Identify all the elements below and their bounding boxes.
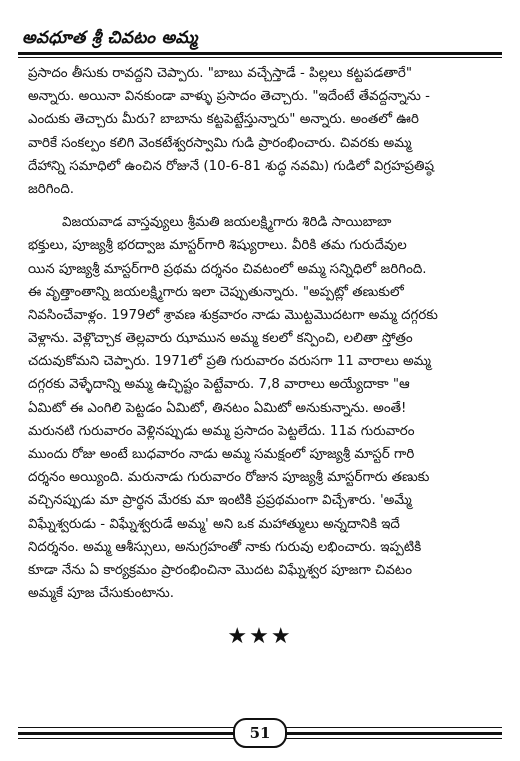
text-line: ఎందుకు తెచ్చారు మీరు? బాబాను కట్టపెట్టేస్తున్నారు" అన్నారు. అంతలో ఊరి (28, 112, 419, 128)
text-line: జరిగింది. (28, 181, 75, 197)
paragraph-1 (28, 62, 496, 201)
text-line: దగ్గరకు వెళ్ళేదాన్ని అమ్మ ఉచ్ఛిష్టం పెట్టేవారు. 7,8 వారాలు అయ్యేదాకా "ఆ (28, 377, 410, 393)
text-line: అన్నారు. అయినా వినకుండా వాళ్ళు ప్రసాదం తెచ్చారు. "ఇదేంటే తేవద్దన్నాను - (28, 89, 430, 105)
body-text (28, 62, 496, 605)
text-line: చదువుకోమని చెప్పారు. 1971లో ప్రతి గురువారం వరుసగా 11 వారాలు అమ్మ (28, 354, 431, 370)
header-rule (18, 52, 502, 55)
text-line: దర్శనం అయ్యింది. మరునాడు గురువారం రోజున పూజ్యశ్రీ మాస్టర్‌గారు తణుకు (28, 470, 430, 486)
paragraph-gap (28, 201, 496, 211)
text-line: నిదర్శనం. అమ్మ ఆశీస్సులు, అనుగ్రహంతో నాకు గురువు లభించారు. ఇప్పటికి (28, 539, 422, 555)
text-line: యిన పూజ్యశ్రీ మాస్టర్‌గారి ప్రథమ దర్శనం చివటంలో అమ్మ సన్నిధిలో జరిగింది. (28, 261, 427, 277)
text-line: దేహాన్ని సమాధిలో ఉంచిన రోజునే (10-6-81 శుద్ధ నవమి) గుడిలో విగ్రహప్రతిష్ఠ (28, 158, 435, 174)
text-line: ఏమిటో ఈ ఎంగిలి పెట్టడం ఏమిటో, తినటం ఏమిటో అనుకున్నాను. అంతే! (28, 400, 407, 416)
text-line: వచ్చినప్పుడు మా ప్రార్థన మేరకు మా ఇంటికి ప్రప్రథమంగా విచ్చేశారు. 'అమ్మే (28, 493, 412, 509)
text-line: ప్రసాదం తీసుకు రావద్దని చెప్పారు. "బాబు వచ్చేస్తాడే - పిల్లలు కట్టపడతారే" (28, 66, 413, 81)
page-number: 51 (233, 718, 287, 748)
text-line: విజయవాడ వాస్తవ్యులు శ్రీమతి జయలక్ష్మిగారు శిరిడి సాయిబాబా (62, 215, 392, 231)
running-head-title: అవధూత శ్రీ చివటం అమ్మ (22, 28, 198, 48)
header-rule-thin (18, 57, 502, 58)
page-footer (18, 724, 502, 742)
text-line: అమ్మకే పూజ చేసుకుంటాను. (28, 586, 174, 602)
text-line: భక్తులు, పూజ్యశ్రీ భరద్వాజ మాస్టర్‌గారి శిష్యురాలు. వీరికి తమ గురుదేవుల (28, 238, 407, 254)
text-line: వెళ్లాను. వెళ్లొచ్చాక తెల్లవారు ఝామున అమ్మ కలలో కన్పించి, లలితా స్తోత్రం (28, 331, 413, 347)
text-line: మరునటి గురువారం వెళ్లినప్పుడు అమ్మ ప్రసాదం పెట్టలేదు. 11వ గురువారం (28, 423, 415, 439)
paragraph-2 (28, 211, 496, 605)
section-separator-stars: ★★★ (227, 624, 293, 649)
text-line: విఘ్నేశ్వరుడు - విఘ్నేశ్వరుడే అమ్మ' అని ఒక మహాత్ములు అన్నదానికి ఇదే (28, 516, 400, 532)
text-line: ముందు రోజు అంటే బుధవారం నాడు అమ్మ సమక్షంలో పూజ్యశ్రీ మాస్టర్ గారి (28, 447, 415, 462)
text-line: కూడా నేను ఏ కార్యక్రమం ప్రారంభించినా మొదట విఘ్నేశ్వర పూజగా చివటం (28, 562, 413, 578)
text-line: నివసించేవాళ్లం. 1979లో శ్రావణ శుక్రవారం నాడు మొట్టమొదటగా అమ్మ దగ్గరకు (28, 307, 438, 323)
text-line: ఈ వృత్తాంతాన్ని జయలక్ష్మిగారు ఇలా చెప్పుతున్నారు. "అప్పట్లో తణుకులో (28, 284, 404, 300)
text-line: వారికే సంకల్పం కలిగి వెంకటేశ్వరస్వామి గుడి ప్రారంభించారు. చివరకు అమ్మ (28, 135, 412, 151)
